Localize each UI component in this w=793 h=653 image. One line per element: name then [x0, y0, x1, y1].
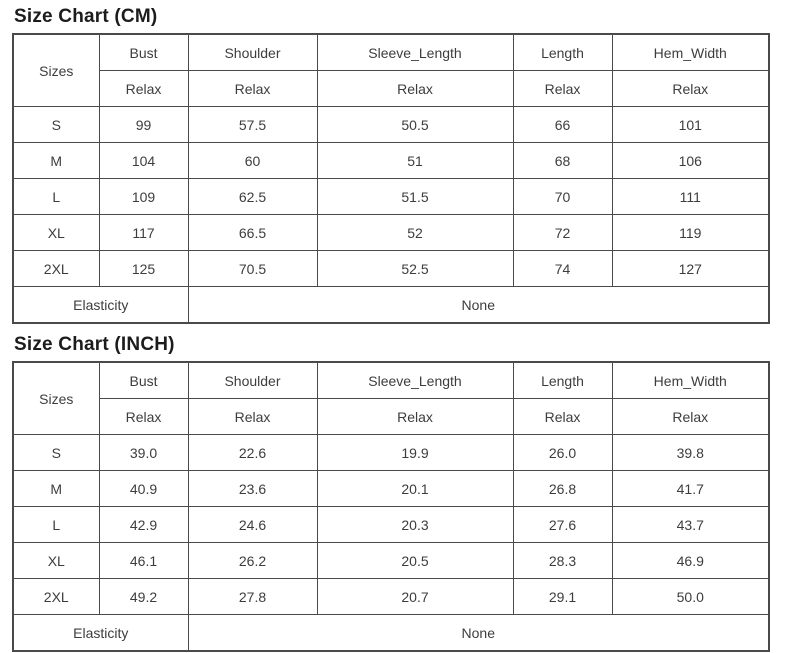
column-header-shoulder: Shoulder: [188, 362, 317, 399]
header-row-measures: [13, 34, 769, 71]
table-row-s: [13, 435, 769, 471]
measurement-cell: 28.3: [513, 543, 612, 579]
measurement-cell: 20.7: [317, 579, 513, 615]
measurement-cell: 27.6: [513, 507, 612, 543]
header-row-measures: [13, 362, 769, 399]
header-row-fit: [13, 399, 769, 435]
column-header-bust: Bust: [99, 34, 188, 71]
measurement-cell: 72: [513, 215, 612, 251]
measurement-cell: 26.8: [513, 471, 612, 507]
measurement-cell: 27.8: [188, 579, 317, 615]
elasticity-label-cell: Elasticity: [13, 615, 188, 652]
measurement-cell: 50.5: [317, 107, 513, 143]
measurement-cell: 40.9: [99, 471, 188, 507]
measurement-cell: 51: [317, 143, 513, 179]
measurement-cell: 46.9: [612, 543, 769, 579]
fit-relax-cell: Relax: [188, 399, 317, 435]
column-header-shoulder: Shoulder: [188, 34, 317, 71]
elasticity-row: [13, 287, 769, 324]
size-chart-cm-table: [12, 33, 770, 324]
measurement-cell: 24.6: [188, 507, 317, 543]
fit-relax-cell: Relax: [99, 399, 188, 435]
elasticity-label-cell: Elasticity: [13, 287, 188, 324]
measurement-cell: 104: [99, 143, 188, 179]
measurement-cell: 127: [612, 251, 769, 287]
measurement-cell: 66: [513, 107, 612, 143]
fit-relax-cell: Relax: [99, 71, 188, 107]
measurement-cell: 50.0: [612, 579, 769, 615]
measurement-cell: 70.5: [188, 251, 317, 287]
fit-relax-cell: Relax: [612, 399, 769, 435]
measurement-cell: 22.6: [188, 435, 317, 471]
table-row-xl: [13, 543, 769, 579]
column-header-hem-width: Hem_Width: [612, 34, 769, 71]
elasticity-value-cell: None: [188, 615, 769, 652]
measurement-cell: 101: [612, 107, 769, 143]
elasticity-value-cell: None: [188, 287, 769, 324]
measurement-cell: 39.8: [612, 435, 769, 471]
measurement-cell: 23.6: [188, 471, 317, 507]
measurement-cell: 26.0: [513, 435, 612, 471]
column-header-length: Length: [513, 34, 612, 71]
measurement-cell: 41.7: [612, 471, 769, 507]
header-row-fit: [13, 71, 769, 107]
fit-relax-cell: Relax: [188, 71, 317, 107]
table-row-l: [13, 179, 769, 215]
measurement-cell: 52: [317, 215, 513, 251]
fit-relax-cell: Relax: [317, 71, 513, 107]
measurement-cell: 117: [99, 215, 188, 251]
measurement-cell: 111: [612, 179, 769, 215]
size-label-cell: XL: [13, 543, 99, 579]
size-label-cell: L: [13, 507, 99, 543]
measurement-cell: 46.1: [99, 543, 188, 579]
fit-relax-cell: Relax: [513, 71, 612, 107]
size-label-cell: M: [13, 143, 99, 179]
measurement-cell: 39.0: [99, 435, 188, 471]
size-label-cell: S: [13, 435, 99, 471]
table-row-l: [13, 507, 769, 543]
table-row-2xl: [13, 251, 769, 287]
measurement-cell: 109: [99, 179, 188, 215]
column-header-hem-width: Hem_Width: [612, 362, 769, 399]
table-row-s: [13, 107, 769, 143]
measurement-cell: 43.7: [612, 507, 769, 543]
measurement-cell: 66.5: [188, 215, 317, 251]
column-header-bust: Bust: [99, 362, 188, 399]
fit-relax-cell: Relax: [317, 399, 513, 435]
table-row-m: [13, 471, 769, 507]
fit-relax-cell: Relax: [612, 71, 769, 107]
measurement-cell: 20.5: [317, 543, 513, 579]
measurement-cell: 26.2: [188, 543, 317, 579]
measurement-cell: 49.2: [99, 579, 188, 615]
size-chart-inch-table: [12, 361, 770, 652]
size-label-cell: 2XL: [13, 251, 99, 287]
size-chart-cm-title: Size Chart (CM): [14, 6, 158, 27]
column-header-sleeve-length: Sleeve_Length: [317, 34, 513, 71]
measurement-cell: 62.5: [188, 179, 317, 215]
column-header-sizes: Sizes: [13, 34, 99, 107]
fit-relax-cell: Relax: [513, 399, 612, 435]
measurement-cell: 119: [612, 215, 769, 251]
size-label-cell: XL: [13, 215, 99, 251]
measurement-cell: 99: [99, 107, 188, 143]
elasticity-row: [13, 615, 769, 652]
measurement-cell: 29.1: [513, 579, 612, 615]
measurement-cell: 52.5: [317, 251, 513, 287]
measurement-cell: 20.1: [317, 471, 513, 507]
measurement-cell: 19.9: [317, 435, 513, 471]
measurement-cell: 68: [513, 143, 612, 179]
size-chart-inch-title: Size Chart (INCH): [14, 334, 175, 355]
measurement-cell: 42.9: [99, 507, 188, 543]
measurement-cell: 125: [99, 251, 188, 287]
size-label-cell: M: [13, 471, 99, 507]
size-label-cell: 2XL: [13, 579, 99, 615]
measurement-cell: 57.5: [188, 107, 317, 143]
size-label-cell: L: [13, 179, 99, 215]
measurement-cell: 60: [188, 143, 317, 179]
measurement-cell: 51.5: [317, 179, 513, 215]
table-row-2xl: [13, 579, 769, 615]
column-header-length: Length: [513, 362, 612, 399]
measurement-cell: 70: [513, 179, 612, 215]
table-row-xl: [13, 215, 769, 251]
measurement-cell: 20.3: [317, 507, 513, 543]
size-label-cell: S: [13, 107, 99, 143]
measurement-cell: 106: [612, 143, 769, 179]
column-header-sleeve-length: Sleeve_Length: [317, 362, 513, 399]
table-row-m: [13, 143, 769, 179]
column-header-sizes: Sizes: [13, 362, 99, 435]
measurement-cell: 74: [513, 251, 612, 287]
